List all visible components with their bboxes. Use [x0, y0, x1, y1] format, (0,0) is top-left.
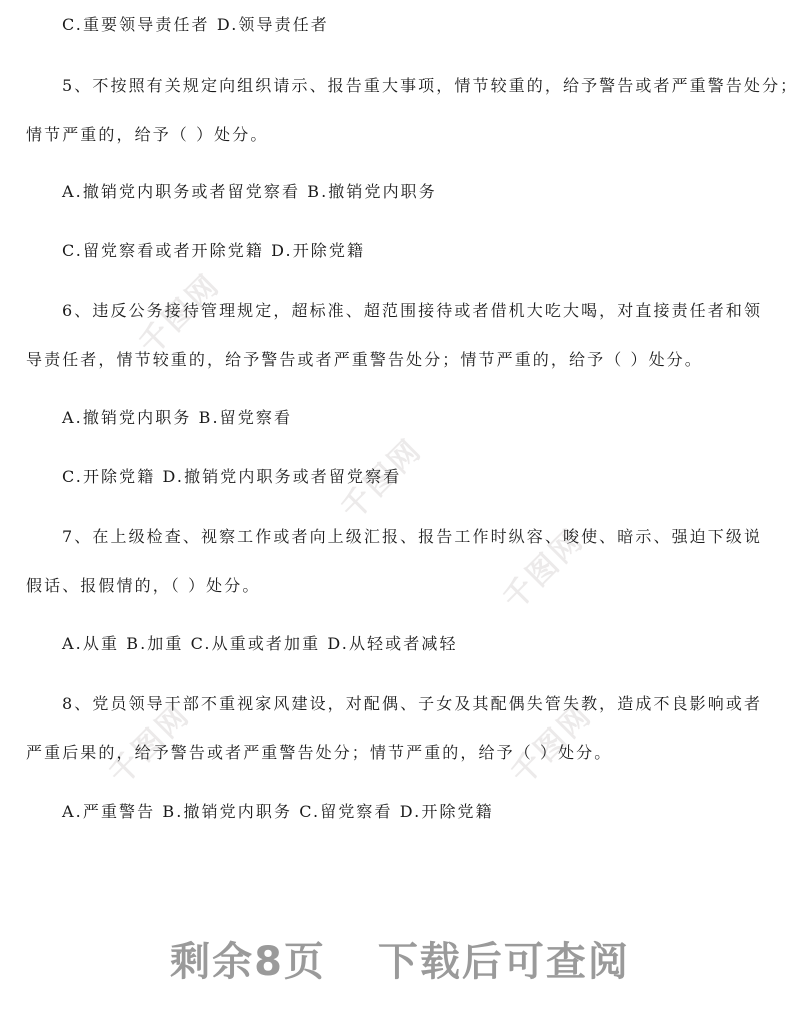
option-line: C.重要领导责任者 D.领导责任者	[62, 15, 329, 34]
download-prompt-banner[interactable]	[0, 930, 800, 987]
watermark: 千图网	[496, 522, 592, 617]
question-line: 6、违反公务接待管理规定，超标准、超范围接待或者借机大吃大喝，对直接责任者和领	[62, 301, 763, 320]
watermark: 千图网	[334, 432, 430, 527]
option-line: A.撤销党内职务或者留党察看 B.撤销党内职务	[62, 182, 437, 201]
option-line: A.严重警告 B.撤销党内职务 C.留党察看 D.开除党籍	[62, 802, 494, 821]
download-to-view-text[interactable]: 下载后可查阅	[377, 939, 630, 985]
question-line: 情节严重的，给予（ ）处分。	[26, 125, 269, 144]
question-line: 严重后果的，给予警告或者严重警告处分；情节严重的，给予（ ）处分。	[26, 743, 613, 762]
option-line: C.开除党籍 D.撤销党内职务或者留党察看	[62, 467, 402, 486]
option-line: A.撤销党内职务 B.留党察看	[62, 408, 293, 427]
question-line: 5、不按照有关规定向组织请示、报告重大事项，情节较重的，给予警告或者严重警告处分；	[62, 76, 799, 95]
remaining-pages-text: 剩余8页	[170, 939, 326, 985]
option-line: C.留党察看或者开除党籍 D.开除党籍	[62, 241, 366, 260]
question-line: 7、在上级检查、视察工作或者向上级汇报、报告工作时纵容、唆使、暗示、强迫下级说	[62, 527, 763, 546]
option-line: A.从重 B.加重 C.从重或者加重 D.从轻或者减轻	[62, 634, 458, 653]
question-line: 假话、报假情的，（ ）处分。	[26, 576, 261, 595]
watermark: 千图网	[132, 267, 228, 362]
question-line: 导责任者，情节较重的，给予警告或者严重警告处分；情节严重的，给予（ ）处分。	[26, 350, 703, 369]
question-line: 8、党员领导干部不重视家风建设，对配偶、子女及其配偶失管失教，造成不良影响或者	[62, 694, 763, 713]
watermark: 千图网	[102, 697, 198, 792]
watermark: 千图网	[504, 697, 600, 792]
